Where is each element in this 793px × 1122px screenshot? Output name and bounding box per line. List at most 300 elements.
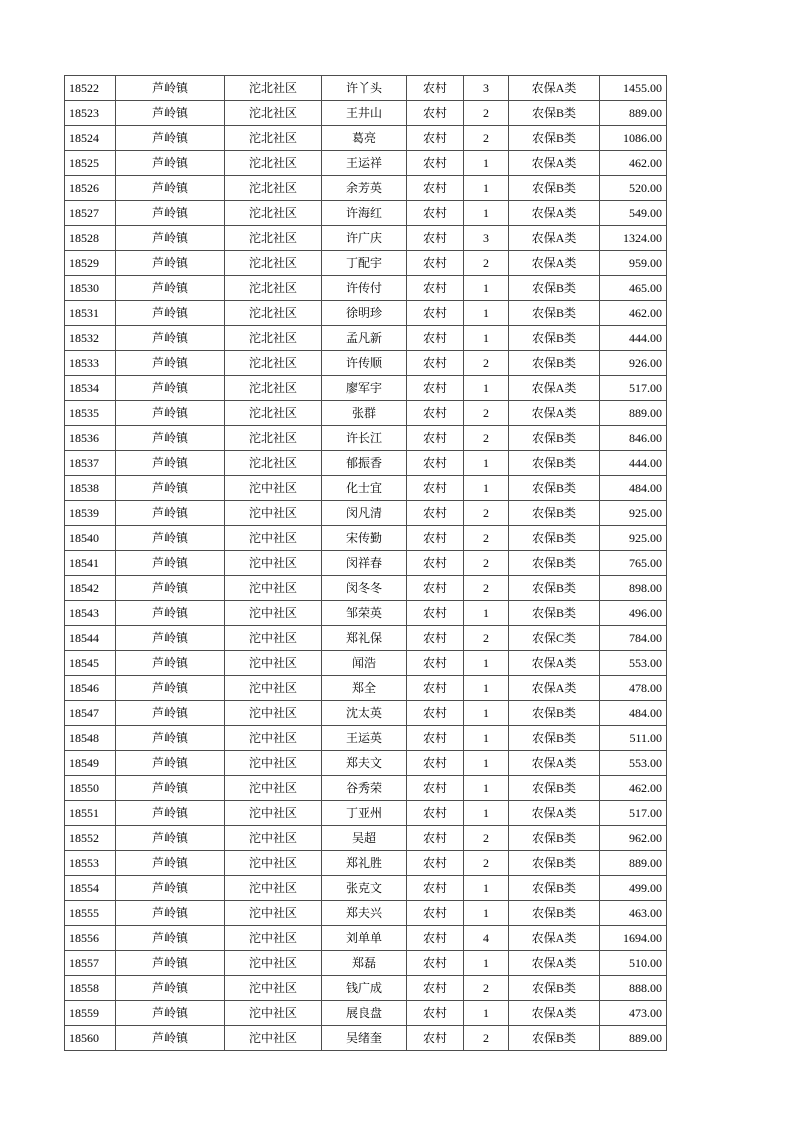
table-row <box>65 326 667 351</box>
cell-town: 芦岭镇 <box>116 551 225 576</box>
cell-persons: 2 <box>464 426 509 451</box>
cell-persons: 2 <box>464 126 509 151</box>
cell-residence: 农村 <box>407 651 464 676</box>
cell-id: 18525 <box>65 151 116 176</box>
cell-persons: 1 <box>464 651 509 676</box>
cell-amount: 462.00 <box>600 151 667 176</box>
cell-amount: 520.00 <box>600 176 667 201</box>
table-row <box>65 176 667 201</box>
cell-amount: 517.00 <box>600 376 667 401</box>
cell-category: 农保B类 <box>509 851 600 876</box>
cell-community: 沱中社区 <box>225 801 322 826</box>
cell-community: 沱北社区 <box>225 226 322 251</box>
cell-residence: 农村 <box>407 76 464 101</box>
cell-category: 农保A类 <box>509 76 600 101</box>
cell-persons: 2 <box>464 851 509 876</box>
cell-name: 许海红 <box>322 201 407 226</box>
cell-town: 芦岭镇 <box>116 101 225 126</box>
cell-category: 农保A类 <box>509 951 600 976</box>
cell-town: 芦岭镇 <box>116 226 225 251</box>
cell-community: 沱中社区 <box>225 601 322 626</box>
cell-id: 18530 <box>65 276 116 301</box>
cell-residence: 农村 <box>407 976 464 1001</box>
cell-category: 农保A类 <box>509 801 600 826</box>
cell-town: 芦岭镇 <box>116 926 225 951</box>
cell-amount: 478.00 <box>600 676 667 701</box>
cell-town: 芦岭镇 <box>116 276 225 301</box>
cell-name: 丁配宇 <box>322 251 407 276</box>
cell-residence: 农村 <box>407 701 464 726</box>
cell-persons: 1 <box>464 751 509 776</box>
cell-name: 吴超 <box>322 826 407 851</box>
cell-category: 农保B类 <box>509 551 600 576</box>
cell-residence: 农村 <box>407 926 464 951</box>
cell-amount: 1324.00 <box>600 226 667 251</box>
cell-category: 农保B类 <box>509 351 600 376</box>
cell-name: 王运英 <box>322 726 407 751</box>
table-row <box>65 576 667 601</box>
cell-persons: 2 <box>464 526 509 551</box>
cell-town: 芦岭镇 <box>116 151 225 176</box>
cell-id: 18544 <box>65 626 116 651</box>
cell-amount: 549.00 <box>600 201 667 226</box>
cell-category: 农保B类 <box>509 526 600 551</box>
cell-town: 芦岭镇 <box>116 526 225 551</box>
cell-community: 沱北社区 <box>225 276 322 301</box>
cell-name: 丁亚州 <box>322 801 407 826</box>
cell-name: 郑全 <box>322 676 407 701</box>
cell-residence: 农村 <box>407 501 464 526</box>
cell-persons: 1 <box>464 1001 509 1026</box>
cell-community: 沱北社区 <box>225 351 322 376</box>
cell-community: 沱北社区 <box>225 326 322 351</box>
cell-name: 余芳英 <box>322 176 407 201</box>
cell-name: 许传顺 <box>322 351 407 376</box>
cell-town: 芦岭镇 <box>116 126 225 151</box>
cell-community: 沱中社区 <box>225 926 322 951</box>
cell-town: 芦岭镇 <box>116 626 225 651</box>
cell-name: 刘单单 <box>322 926 407 951</box>
cell-community: 沱中社区 <box>225 826 322 851</box>
cell-persons: 1 <box>464 701 509 726</box>
cell-category: 农保A类 <box>509 751 600 776</box>
table-row <box>65 476 667 501</box>
cell-town: 芦岭镇 <box>116 976 225 1001</box>
cell-name: 许广庆 <box>322 226 407 251</box>
cell-residence: 农村 <box>407 376 464 401</box>
cell-residence: 农村 <box>407 751 464 776</box>
cell-category: 农保B类 <box>509 576 600 601</box>
cell-persons: 1 <box>464 376 509 401</box>
cell-amount: 925.00 <box>600 526 667 551</box>
cell-id: 18536 <box>65 426 116 451</box>
cell-residence: 农村 <box>407 401 464 426</box>
cell-community: 沱中社区 <box>225 526 322 551</box>
table-row <box>65 301 667 326</box>
cell-name: 郑磊 <box>322 951 407 976</box>
cell-community: 沱中社区 <box>225 501 322 526</box>
cell-id: 18526 <box>65 176 116 201</box>
cell-community: 沱中社区 <box>225 701 322 726</box>
cell-community: 沱中社区 <box>225 651 322 676</box>
table-row <box>65 926 667 951</box>
cell-name: 张群 <box>322 401 407 426</box>
cell-name: 闻浩 <box>322 651 407 676</box>
cell-amount: 553.00 <box>600 651 667 676</box>
cell-name: 郑夫文 <box>322 751 407 776</box>
cell-amount: 925.00 <box>600 501 667 526</box>
cell-residence: 农村 <box>407 151 464 176</box>
cell-name: 闵冬冬 <box>322 576 407 601</box>
table-row <box>65 726 667 751</box>
cell-persons: 1 <box>464 176 509 201</box>
table-row <box>65 626 667 651</box>
cell-residence: 农村 <box>407 776 464 801</box>
cell-category: 农保B类 <box>509 476 600 501</box>
cell-name: 沈太英 <box>322 701 407 726</box>
cell-town: 芦岭镇 <box>116 601 225 626</box>
cell-category: 农保B类 <box>509 776 600 801</box>
cell-amount: 553.00 <box>600 751 667 776</box>
cell-category: 农保A类 <box>509 401 600 426</box>
cell-persons: 1 <box>464 676 509 701</box>
cell-category: 农保A类 <box>509 251 600 276</box>
cell-amount: 1086.00 <box>600 126 667 151</box>
cell-category: 农保B类 <box>509 826 600 851</box>
cell-category: 农保B类 <box>509 426 600 451</box>
cell-persons: 1 <box>464 776 509 801</box>
cell-persons: 1 <box>464 201 509 226</box>
cell-amount: 473.00 <box>600 1001 667 1026</box>
cell-community: 沱中社区 <box>225 726 322 751</box>
cell-id: 18556 <box>65 926 116 951</box>
table-row <box>65 651 667 676</box>
cell-town: 芦岭镇 <box>116 1001 225 1026</box>
cell-amount: 888.00 <box>600 976 667 1001</box>
cell-persons: 1 <box>464 801 509 826</box>
cell-id: 18555 <box>65 901 116 926</box>
cell-category: 农保B类 <box>509 276 600 301</box>
cell-residence: 农村 <box>407 1001 464 1026</box>
table-row <box>65 426 667 451</box>
cell-amount: 444.00 <box>600 451 667 476</box>
cell-amount: 510.00 <box>600 951 667 976</box>
cell-amount: 484.00 <box>600 476 667 501</box>
cell-residence: 农村 <box>407 176 464 201</box>
cell-id: 18531 <box>65 301 116 326</box>
table-row <box>65 676 667 701</box>
cell-community: 沱中社区 <box>225 576 322 601</box>
cell-town: 芦岭镇 <box>116 176 225 201</box>
cell-name: 闵凡清 <box>322 501 407 526</box>
cell-community: 沱中社区 <box>225 676 322 701</box>
cell-category: 农保B类 <box>509 126 600 151</box>
cell-id: 18543 <box>65 601 116 626</box>
table-row <box>65 1001 667 1026</box>
cell-id: 18533 <box>65 351 116 376</box>
cell-community: 沱北社区 <box>225 76 322 101</box>
table-row <box>65 401 667 426</box>
cell-category: 农保A类 <box>509 651 600 676</box>
cell-persons: 2 <box>464 826 509 851</box>
cell-community: 沱中社区 <box>225 976 322 1001</box>
cell-residence: 农村 <box>407 876 464 901</box>
cell-community: 沱中社区 <box>225 851 322 876</box>
table-row <box>65 201 667 226</box>
cell-id: 18522 <box>65 76 116 101</box>
table-row <box>65 1026 667 1051</box>
cell-community: 沱中社区 <box>225 1026 322 1051</box>
cell-amount: 484.00 <box>600 701 667 726</box>
cell-town: 芦岭镇 <box>116 951 225 976</box>
cell-town: 芦岭镇 <box>116 751 225 776</box>
cell-name: 廖军宇 <box>322 376 407 401</box>
table-row <box>65 826 667 851</box>
table-row <box>65 376 667 401</box>
cell-amount: 889.00 <box>600 851 667 876</box>
cell-amount: 1455.00 <box>600 76 667 101</box>
cell-community: 沱北社区 <box>225 376 322 401</box>
cell-community: 沱中社区 <box>225 776 322 801</box>
cell-id: 18527 <box>65 201 116 226</box>
cell-residence: 农村 <box>407 726 464 751</box>
cell-amount: 511.00 <box>600 726 667 751</box>
cell-name: 宋传勤 <box>322 526 407 551</box>
cell-persons: 2 <box>464 501 509 526</box>
cell-persons: 2 <box>464 551 509 576</box>
cell-category: 农保A类 <box>509 676 600 701</box>
cell-residence: 农村 <box>407 476 464 501</box>
table-row <box>65 526 667 551</box>
cell-name: 徐明珍 <box>322 301 407 326</box>
cell-town: 芦岭镇 <box>116 851 225 876</box>
cell-id: 18540 <box>65 526 116 551</box>
cell-residence: 农村 <box>407 551 464 576</box>
cell-community: 沱北社区 <box>225 301 322 326</box>
cell-amount: 499.00 <box>600 876 667 901</box>
cell-name: 葛亮 <box>322 126 407 151</box>
cell-town: 芦岭镇 <box>116 801 225 826</box>
cell-name: 许丫头 <box>322 76 407 101</box>
cell-residence: 农村 <box>407 626 464 651</box>
cell-residence: 农村 <box>407 451 464 476</box>
cell-persons: 2 <box>464 576 509 601</box>
cell-residence: 农村 <box>407 1026 464 1051</box>
cell-persons: 1 <box>464 301 509 326</box>
cell-name: 郑夫兴 <box>322 901 407 926</box>
cell-community: 沱中社区 <box>225 551 322 576</box>
table-row <box>65 751 667 776</box>
cell-residence: 农村 <box>407 426 464 451</box>
cell-name: 孟凡新 <box>322 326 407 351</box>
cell-id: 18528 <box>65 226 116 251</box>
cell-persons: 1 <box>464 601 509 626</box>
cell-persons: 4 <box>464 926 509 951</box>
cell-town: 芦岭镇 <box>116 726 225 751</box>
cell-category: 农保B类 <box>509 701 600 726</box>
cell-residence: 农村 <box>407 851 464 876</box>
cell-persons: 2 <box>464 976 509 1001</box>
cell-id: 18545 <box>65 651 116 676</box>
cell-persons: 1 <box>464 326 509 351</box>
cell-persons: 1 <box>464 451 509 476</box>
table-row <box>65 876 667 901</box>
table-row <box>65 276 667 301</box>
cell-amount: 898.00 <box>600 576 667 601</box>
cell-persons: 1 <box>464 901 509 926</box>
cell-category: 农保B类 <box>509 726 600 751</box>
cell-id: 18542 <box>65 576 116 601</box>
cell-community: 沱北社区 <box>225 176 322 201</box>
cell-town: 芦岭镇 <box>116 901 225 926</box>
cell-town: 芦岭镇 <box>116 76 225 101</box>
cell-id: 18524 <box>65 126 116 151</box>
cell-community: 沱北社区 <box>225 201 322 226</box>
cell-community: 沱北社区 <box>225 101 322 126</box>
cell-town: 芦岭镇 <box>116 1026 225 1051</box>
cell-amount: 462.00 <box>600 301 667 326</box>
cell-category: 农保B类 <box>509 301 600 326</box>
cell-persons: 3 <box>464 226 509 251</box>
cell-category: 农保B类 <box>509 1026 600 1051</box>
cell-category: 农保A类 <box>509 1001 600 1026</box>
cell-category: 农保B类 <box>509 176 600 201</box>
cell-residence: 农村 <box>407 676 464 701</box>
cell-town: 芦岭镇 <box>116 351 225 376</box>
cell-town: 芦岭镇 <box>116 476 225 501</box>
cell-id: 18529 <box>65 251 116 276</box>
cell-persons: 1 <box>464 476 509 501</box>
cell-category: 农保C类 <box>509 626 600 651</box>
cell-amount: 517.00 <box>600 801 667 826</box>
cell-residence: 农村 <box>407 826 464 851</box>
cell-category: 农保B类 <box>509 101 600 126</box>
cell-town: 芦岭镇 <box>116 876 225 901</box>
table-row <box>65 101 667 126</box>
table-row <box>65 801 667 826</box>
cell-residence: 农村 <box>407 126 464 151</box>
cell-community: 沱北社区 <box>225 451 322 476</box>
cell-residence: 农村 <box>407 601 464 626</box>
cell-id: 18547 <box>65 701 116 726</box>
cell-community: 沱中社区 <box>225 951 322 976</box>
cell-name: 许传付 <box>322 276 407 301</box>
cell-persons: 2 <box>464 351 509 376</box>
cell-amount: 784.00 <box>600 626 667 651</box>
cell-id: 18538 <box>65 476 116 501</box>
cell-town: 芦岭镇 <box>116 576 225 601</box>
cell-amount: 889.00 <box>600 101 667 126</box>
cell-id: 18548 <box>65 726 116 751</box>
table-row <box>65 776 667 801</box>
cell-town: 芦岭镇 <box>116 401 225 426</box>
cell-community: 沱中社区 <box>225 626 322 651</box>
cell-town: 芦岭镇 <box>116 251 225 276</box>
cell-community: 沱北社区 <box>225 151 322 176</box>
cell-community: 沱中社区 <box>225 476 322 501</box>
cell-persons: 1 <box>464 876 509 901</box>
cell-residence: 农村 <box>407 326 464 351</box>
cell-town: 芦岭镇 <box>116 376 225 401</box>
cell-town: 芦岭镇 <box>116 201 225 226</box>
cell-category: 农保B类 <box>509 876 600 901</box>
cell-name: 郑礼胜 <box>322 851 407 876</box>
cell-category: 农保B类 <box>509 976 600 1001</box>
cell-name: 王井山 <box>322 101 407 126</box>
cell-persons: 2 <box>464 251 509 276</box>
cell-amount: 463.00 <box>600 901 667 926</box>
cell-name: 吴绪奎 <box>322 1026 407 1051</box>
cell-name: 化士宜 <box>322 476 407 501</box>
cell-id: 18550 <box>65 776 116 801</box>
cell-persons: 1 <box>464 726 509 751</box>
cell-id: 18552 <box>65 826 116 851</box>
cell-category: 农保B类 <box>509 901 600 926</box>
cell-name: 郁振香 <box>322 451 407 476</box>
cell-town: 芦岭镇 <box>116 451 225 476</box>
cell-town: 芦岭镇 <box>116 326 225 351</box>
cell-town: 芦岭镇 <box>116 826 225 851</box>
cell-residence: 农村 <box>407 901 464 926</box>
cell-category: 农保B类 <box>509 451 600 476</box>
cell-amount: 926.00 <box>600 351 667 376</box>
cell-persons: 2 <box>464 626 509 651</box>
cell-id: 18539 <box>65 501 116 526</box>
table-row <box>65 451 667 476</box>
cell-town: 芦岭镇 <box>116 426 225 451</box>
cell-residence: 农村 <box>407 301 464 326</box>
cell-residence: 农村 <box>407 101 464 126</box>
cell-amount: 496.00 <box>600 601 667 626</box>
table-row <box>65 226 667 251</box>
cell-community: 沱北社区 <box>225 126 322 151</box>
cell-category: 农保B类 <box>509 601 600 626</box>
cell-amount: 465.00 <box>600 276 667 301</box>
table-row <box>65 126 667 151</box>
table-row <box>65 901 667 926</box>
cell-persons: 3 <box>464 76 509 101</box>
cell-id: 18559 <box>65 1001 116 1026</box>
cell-category: 农保A类 <box>509 226 600 251</box>
cell-category: 农保A类 <box>509 151 600 176</box>
cell-amount: 765.00 <box>600 551 667 576</box>
cell-name: 王运祥 <box>322 151 407 176</box>
cell-community: 沱中社区 <box>225 751 322 776</box>
cell-amount: 889.00 <box>600 401 667 426</box>
cell-name: 展良盘 <box>322 1001 407 1026</box>
cell-id: 18557 <box>65 951 116 976</box>
cell-id: 18534 <box>65 376 116 401</box>
cell-town: 芦岭镇 <box>116 501 225 526</box>
cell-persons: 1 <box>464 151 509 176</box>
table-row <box>65 851 667 876</box>
cell-name: 郑礼保 <box>322 626 407 651</box>
cell-community: 沱北社区 <box>225 401 322 426</box>
cell-id: 18549 <box>65 751 116 776</box>
cell-amount: 1694.00 <box>600 926 667 951</box>
cell-community: 沱北社区 <box>225 251 322 276</box>
table-row <box>65 701 667 726</box>
cell-residence: 农村 <box>407 226 464 251</box>
table-row <box>65 351 667 376</box>
cell-id: 18554 <box>65 876 116 901</box>
cell-name: 谷秀荣 <box>322 776 407 801</box>
cell-persons: 1 <box>464 276 509 301</box>
cell-persons: 2 <box>464 101 509 126</box>
cell-amount: 889.00 <box>600 1026 667 1051</box>
cell-town: 芦岭镇 <box>116 776 225 801</box>
cell-id: 18551 <box>65 801 116 826</box>
